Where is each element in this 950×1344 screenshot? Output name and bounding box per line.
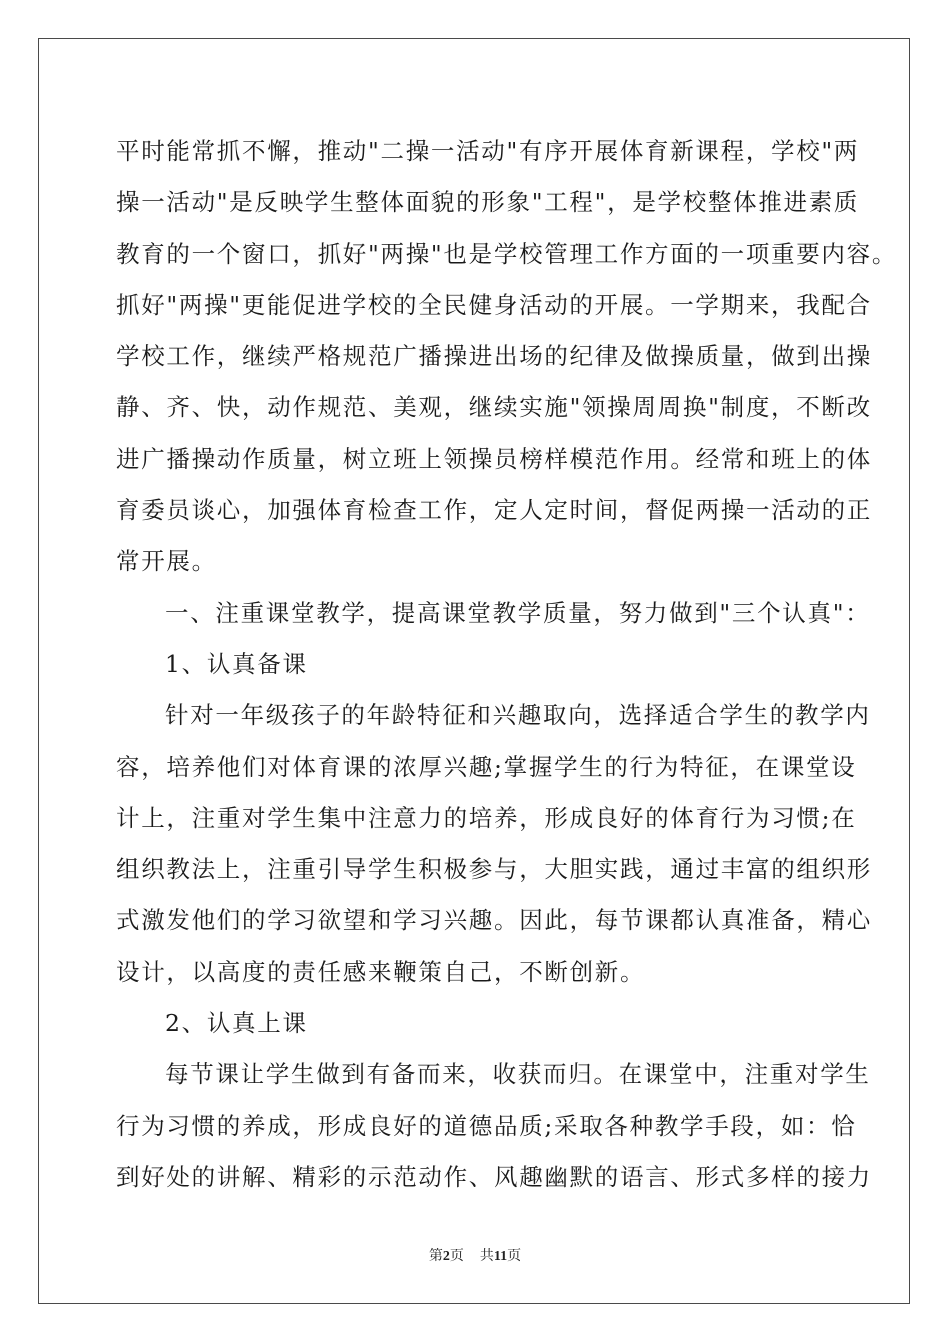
- footer-page-suffix: 页: [449, 1249, 464, 1264]
- text-line: 抓好"两操"更能促进学校的全民健身活动的开展。一学期来，我配合: [116, 290, 872, 319]
- text-line: 学校工作，继续严格规范广播操进出场的纪律及做操质量，做到出操: [116, 342, 872, 371]
- text-line: 组织教法上，注重引导学生积极参与，大胆实践，通过丰富的组织形: [116, 855, 872, 884]
- text-line: 每节课让学生做到有备而来，收获而归。在课堂中，注重对学生: [165, 1060, 871, 1089]
- footer-page-prefix: 第: [428, 1249, 443, 1264]
- text-line: 育委员谈心，加强体育检查工作，定人定时间，督促两操一活动的正: [116, 496, 872, 525]
- text-line: 式激发他们的学习欲望和学习兴趣。因此，每节课都认真准备，精心: [116, 906, 872, 935]
- text-line: 计上，注重对学生集中注意力的培养，形成良好的体育行为习惯;在: [116, 803, 857, 832]
- page-footer: [0, 1245, 950, 1265]
- text-line: 静、齐、快，动作规范、美观，继续实施"领操周周换"制度，不断改: [116, 393, 872, 422]
- text-line: 容，培养他们对体育课的浓厚兴趣;掌握学生的行为特征，在课堂设: [116, 752, 857, 781]
- document-body: [116, 126, 898, 1203]
- footer-total-suffix: 页: [507, 1249, 522, 1264]
- text-line: 教育的一个窗口，抓好"两操"也是学校管理工作方面的一项重要内容。: [116, 239, 898, 268]
- footer-page-total: 11: [493, 1249, 508, 1264]
- text-line: 针对一年级孩子的年龄特征和兴趣取向，选择适合学生的教学内: [165, 701, 871, 730]
- footer-total-prefix: 共: [479, 1249, 494, 1264]
- text-line: 到好处的讲解、精彩的示范动作、风趣幽默的语言、形式多样的接力: [116, 1162, 872, 1191]
- footer-page-current: 2: [442, 1249, 450, 1264]
- text-line: 操一活动"是反映学生整体面貌的形象"工程"，是学校整体推进素质: [116, 188, 860, 217]
- text-line: 平时能常抓不懈，推动"二操一活动"有序开展体育新课程，学校"两: [116, 137, 860, 165]
- text-line: 进广播操动作质量，树立班上领操员榜样模范作用。经常和班上的体: [116, 444, 872, 473]
- text-line: 设计，以高度的责任感来鞭策自己，不断创新。: [116, 957, 646, 986]
- text-line: 行为习惯的养成，形成良好的道德品质;采取各种教学手段，如：恰: [116, 1111, 857, 1140]
- text-line: 一、注重课堂教学，提高课堂教学质量，努力做到"三个认真"：: [165, 598, 871, 627]
- text-line: 2、认真上课: [165, 1009, 308, 1038]
- text-line: 1、认真备课: [165, 649, 308, 678]
- text-line: 常开展。: [116, 547, 217, 576]
